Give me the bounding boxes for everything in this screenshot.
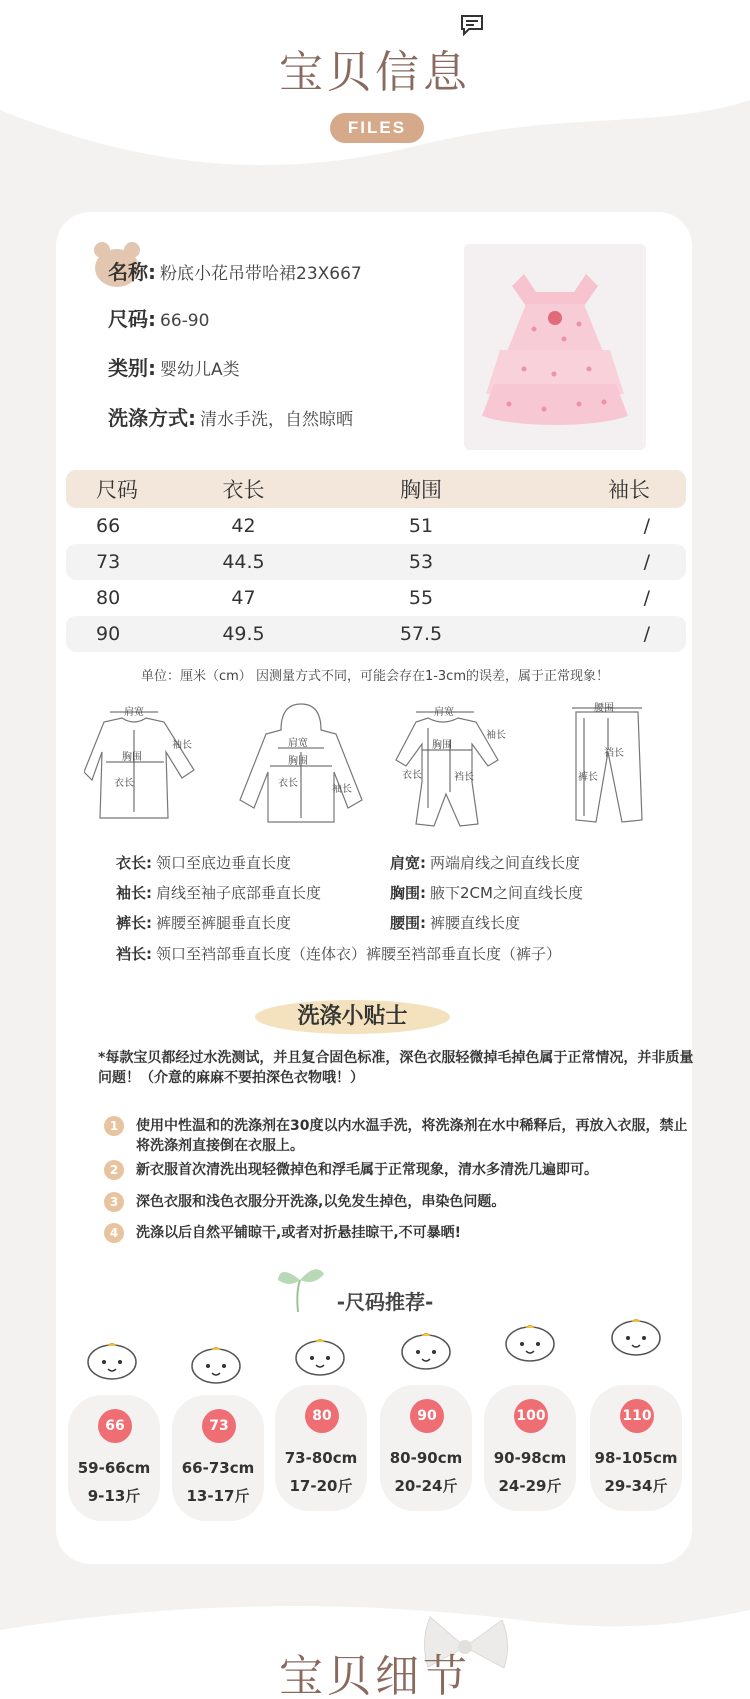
field-key: 洗涤方式: [108,406,196,430]
table-cell: 51 [408,515,434,537]
col-header-chest: 胸围 [331,470,511,508]
definition-item: 裆长: 领口至裆部垂直长度（连体衣）裤腰至裆部垂直长度（裤子） [116,945,562,963]
size-card [380,1385,472,1511]
pants-measure-diagram [564,700,664,830]
product-size-row [108,303,209,332]
definition-item: 腰围: 裤腰直线长度 [390,914,521,932]
table-row [66,508,686,544]
tip-number: 3 [104,1192,124,1212]
diagram-label-chest: 胸围 [432,740,452,751]
files-badge: FILES [330,113,424,143]
tips-title: 洗涤小贴士 [297,1004,408,1029]
diagram-label-shoulder: 肩宽 [434,707,454,718]
size-badge: 110 [620,1399,654,1433]
diagram-label-crotch: 裆长 [454,772,474,783]
table-cell: 66 [96,515,121,537]
diagram-label-length: 衣长 [114,778,134,789]
diagram-label-crotch: 裆长 [604,748,624,759]
product-wash-row [108,402,353,431]
product-name-row [108,256,362,285]
hoodie-measure-diagram [236,700,366,830]
dress-illustration [464,244,646,450]
table-cell: 53 [331,544,511,580]
field-key: 名称: [108,260,156,284]
size-card [484,1385,576,1511]
col-header-sleeve: 袖长 [511,470,686,508]
diagram-label-length: 衣长 [278,778,298,789]
table-cell: / [511,616,686,652]
details-title: 宝贝细节 [279,1651,471,1699]
size-height: 73-80cm [284,1449,358,1467]
size-weight: 17-20斤 [289,1477,353,1495]
definition-item: 胸围: 腋下2CM之间直线长度 [390,884,583,902]
size-badge: 80 [305,1399,339,1433]
definition-item: 裤长: 裤腰至裤腿垂直长度 [116,914,292,932]
field-value: 清水手洗，自然晾晒 [200,410,353,430]
size-weight: 13-17斤 [186,1487,250,1505]
baby-face-icon [190,1344,242,1384]
size-height: 80-90cm [389,1449,463,1467]
size-card [590,1385,682,1511]
table-cell: 80 [96,587,121,609]
field-value: 66-90 [160,311,210,331]
product-category-row [108,352,240,381]
baby-face-icon [86,1340,138,1380]
table-row [66,616,686,652]
size-recommend-title: -尺码推荐- [336,1290,434,1314]
tip-number: 2 [104,1160,124,1180]
size-badge: 90 [410,1399,444,1433]
size-height: 66-73cm [181,1459,255,1477]
table-cell: 57.5 [331,616,511,652]
table-cell: 90 [66,616,156,652]
size-height: 90-98cm [493,1449,567,1467]
col-header-size: 尺码 [66,470,156,508]
diagram-label-shoulder: 肩宽 [288,738,308,749]
size-card [68,1395,160,1521]
baby-face-icon [610,1316,662,1356]
diagram-label-sleeve: 袖长 [172,740,192,751]
tip-text: 深色衣服和浅色衣服分开洗涤,以免发生掉色，串染色问题。 [136,1194,506,1210]
diagram-label-chest: 胸围 [122,752,142,763]
diagram-label-waist: 腰围 [594,703,614,714]
size-table-header [66,470,686,508]
size-card [275,1385,367,1511]
field-value: 粉底小花吊带哈裙23X667 [160,264,362,284]
size-weight: 20-24斤 [394,1477,458,1495]
product-photo [464,244,646,450]
table-cell: 47 [231,587,256,609]
col-header-length: 衣长 [156,470,331,508]
diagram-label-chest: 胸围 [288,756,308,767]
baby-face-icon [400,1330,452,1370]
table-cell: 44.5 [156,544,331,580]
definition-item: 肩宽: 两端肩线之间直线长度 [390,854,581,872]
tip-text: 洗涤以后自然平铺晾干,或者对折悬挂晾干,不可暴晒! [136,1225,462,1241]
table-cell: / [643,515,650,537]
baby-face-icon [504,1322,556,1362]
unit-note: 单位：厘米（cm） 因测量方式不同，可能会存在1-3cm的误差，属于正常现象！ [141,669,609,684]
size-badge: 73 [202,1409,236,1443]
tips-note: *每款宝贝都经过水洗测试，并且复合固色标准，深色衣服轻微掉毛掉色属于正常情况，并非质量问题！（介意的麻麻不要拍深色衣物哦！） [98,1050,694,1086]
size-card [172,1395,264,1521]
diagram-label-sleeve: 袖长 [332,784,352,795]
table-cell: 42 [231,515,256,537]
table-cell: / [511,544,686,580]
tip-text: 使用中性温和的洗涤剂在30度以内水温手洗，将洗涤剂在水中稀释后，再放入衣服，禁止将洗涤剂直接倒在衣服上。 [136,1118,688,1154]
tip-text: 新衣服首次清洗出现轻微掉色和浮毛属于正常现象，清水多清洗几遍即可。 [136,1162,598,1178]
size-table [66,470,686,652]
romper-measure-diagram [388,700,518,830]
diagram-label-pants: 裤长 [578,772,598,783]
size-weight: 29-34斤 [604,1477,668,1495]
table-cell: / [643,587,650,609]
size-height: 98-105cm [594,1449,678,1467]
size-weight: 24-29斤 [498,1477,562,1495]
diagram-label-shoulder: 肩宽 [124,707,144,718]
size-height: 59-66cm [77,1459,151,1477]
size-weight: 9-13斤 [87,1487,141,1505]
wave-divider [0,90,750,215]
diagram-label-length: 衣长 [402,770,422,781]
field-key: 类别: [108,356,156,380]
tip-number: 4 [104,1223,124,1243]
size-badge: 66 [98,1409,132,1443]
table-cell: 73 [66,544,156,580]
table-cell: 49.5 [156,616,331,652]
size-badge: 100 [514,1399,548,1433]
table-row [66,544,686,580]
tip-number: 1 [104,1116,124,1136]
dress-measure-diagram [84,700,204,830]
definition-item: 袖长: 肩线至袖子底部垂直长度 [116,884,322,902]
field-value: 婴幼儿A类 [160,360,240,380]
table-cell: 55 [408,587,434,609]
definition-item: 衣长: 领口至底边垂直长度 [116,854,292,872]
page-title: 宝贝信息 [279,47,471,98]
field-key: 尺码: [108,307,156,331]
baby-face-icon [294,1336,346,1376]
top-band [0,0,750,215]
table-row [66,580,686,616]
message-icon[interactable] [460,14,484,36]
diagram-label-sleeve: 袖长 [486,730,506,741]
